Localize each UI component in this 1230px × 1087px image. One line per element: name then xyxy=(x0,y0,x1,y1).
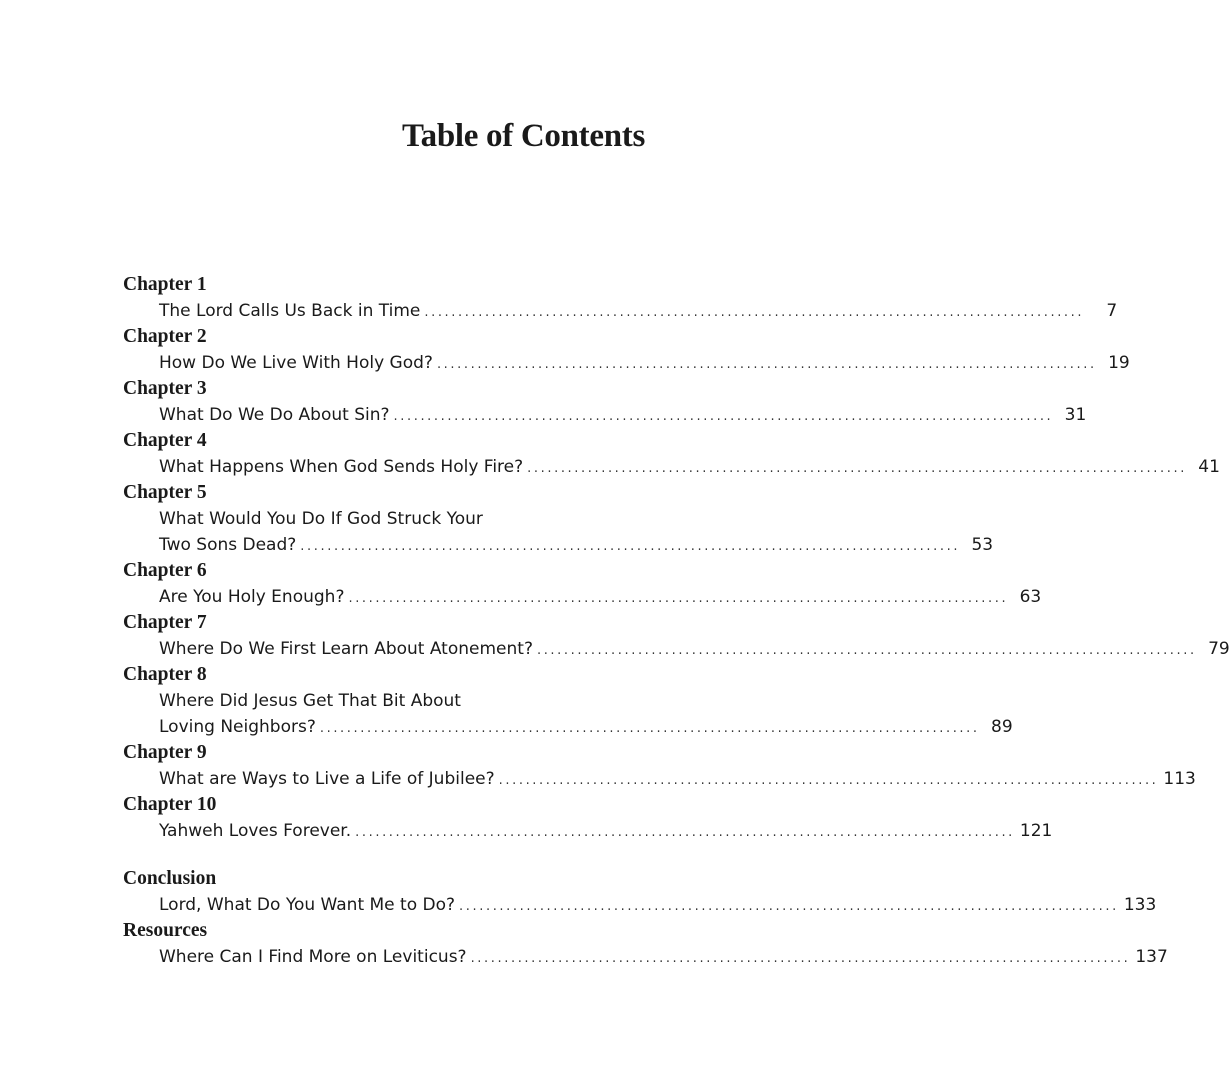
page-number: 7 xyxy=(1106,301,1118,321)
entry-title: What Do We Do About Sin? xyxy=(159,405,390,425)
toc-entry-title-line[interactable] xyxy=(123,818,1053,844)
toc-entry-title-line[interactable] xyxy=(123,532,994,558)
toc-entry-chapter-6 xyxy=(123,558,1042,610)
section-gap xyxy=(123,844,637,866)
entry-title-continued: Two Sons Dead? xyxy=(159,535,297,555)
toc-entry-chapter-10 xyxy=(123,792,1053,844)
toc-entry-title-line[interactable] xyxy=(123,944,1168,970)
entry-title-continued: Loving Neighbors? xyxy=(159,717,316,737)
dot-leader: .................................................................................................. xyxy=(498,773,1159,788)
toc-entry-title-line[interactable] xyxy=(123,350,1130,376)
page-title: Table of Contents xyxy=(401,118,645,154)
dot-leader: .................................................................................................. xyxy=(300,539,961,554)
dot-leader: .................................................................................................. xyxy=(470,951,1131,966)
toc-entry-title-line[interactable] xyxy=(123,636,1230,662)
toc-entry-conclusion xyxy=(123,866,1157,918)
page-number: 79 xyxy=(1208,639,1230,659)
entry-title: What Happens When God Sends Holy Fire? xyxy=(159,457,524,477)
entry-title: Lord, What Do You Want Me to Do? xyxy=(159,895,456,915)
chapter-label: Chapter 7 xyxy=(123,612,207,633)
dot-leader: .................................................................................................. xyxy=(527,461,1187,476)
chapter-label: Chapter 6 xyxy=(123,560,207,581)
page-number: 89 xyxy=(991,717,1013,737)
chapter-label: Chapter 5 xyxy=(123,482,207,503)
chapter-label: Chapter 2 xyxy=(123,326,207,347)
page-number: 31 xyxy=(1064,405,1087,425)
dot-leader: .................................................................................................. xyxy=(536,643,1197,658)
toc-entry-chapter-1 xyxy=(123,272,1118,324)
chapter-label: Chapter 9 xyxy=(123,742,207,763)
chapter-label: Conclusion xyxy=(123,868,217,889)
chapter-label: Resources xyxy=(123,920,208,941)
entry-title: Where Do We First Learn About Atonement? xyxy=(159,639,533,659)
toc-entry-title-line[interactable] xyxy=(123,584,1042,610)
page-number: 41 xyxy=(1198,457,1220,477)
entry-title: What Would You Do If God Struck Your xyxy=(159,509,483,529)
dot-leader: .................................................................................................. xyxy=(424,305,1085,320)
toc-entry-title-line[interactable] xyxy=(123,402,1087,428)
chapter-label: Chapter 8 xyxy=(123,664,207,685)
toc-entry-title-line[interactable] xyxy=(123,714,1013,740)
toc-entry-title-line[interactable] xyxy=(123,506,637,532)
toc-list xyxy=(123,272,1230,970)
dot-leader: .................................................................................................. xyxy=(393,409,1054,424)
entry-title: How Do We Live With Holy God? xyxy=(159,353,433,373)
page-number: 113 xyxy=(1163,769,1196,789)
entry-title: Where Did Jesus Get That Bit About xyxy=(159,691,461,711)
dot-leader: .................................................................................................. xyxy=(436,357,1097,372)
chapter-label: Chapter 4 xyxy=(123,430,207,451)
dot-leader: .................................................................................................. xyxy=(355,825,1015,840)
page-number: 137 xyxy=(1135,947,1168,967)
toc-entry-title-line[interactable] xyxy=(123,454,1220,480)
chapter-label: Chapter 10 xyxy=(123,794,217,815)
toc-entry-chapter-9 xyxy=(123,740,1196,792)
toc-entry-chapter-4 xyxy=(123,428,1220,480)
toc-entry-title-line[interactable] xyxy=(123,298,1118,324)
toc-entry-chapter-2 xyxy=(123,324,1130,376)
dot-leader: .................................................................................................. xyxy=(319,721,980,736)
entry-title: Yahweh Loves Forever. xyxy=(159,821,352,841)
entry-title: The Lord Calls Us Back in Time xyxy=(159,301,421,321)
page-number: 121 xyxy=(1019,821,1053,841)
toc-entry-chapter-3 xyxy=(123,376,1087,428)
toc-entry-chapter-5 xyxy=(123,480,994,558)
page-number: 63 xyxy=(1019,587,1042,607)
toc-entry-chapter-8 xyxy=(123,662,1013,740)
toc-entry-title-line[interactable] xyxy=(123,688,637,714)
toc-entry-title-line[interactable] xyxy=(123,892,1157,918)
page-number: 53 xyxy=(971,535,994,555)
entry-title: What are Ways to Live a Life of Jubilee? xyxy=(159,769,495,789)
toc-entry-resources xyxy=(123,918,1168,970)
chapter-label: Chapter 1 xyxy=(123,274,207,295)
toc-entry-chapter-7 xyxy=(123,610,1230,662)
page-number: 19 xyxy=(1108,353,1130,373)
toc-entry-title-line[interactable] xyxy=(123,766,1196,792)
dot-leader: .................................................................................................. xyxy=(459,899,1119,914)
page-number: 133 xyxy=(1123,895,1157,915)
entry-title: Where Can I Find More on Leviticus? xyxy=(159,947,467,967)
chapter-label: Chapter 3 xyxy=(123,378,207,399)
dot-leader: .................................................................................................. xyxy=(348,591,1009,606)
entry-title: Are You Holy Enough? xyxy=(159,587,345,607)
